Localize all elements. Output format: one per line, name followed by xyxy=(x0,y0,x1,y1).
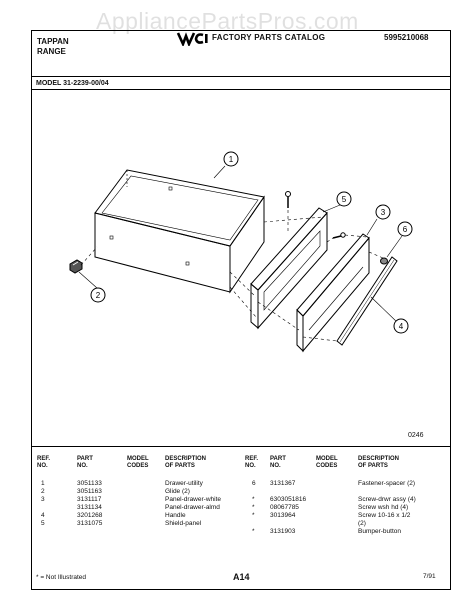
wci-logo-icon xyxy=(176,30,208,46)
ref-cell: 1 xyxy=(41,480,45,487)
divider xyxy=(31,446,451,447)
watermark: AppliancePartsPros.com xyxy=(96,8,359,34)
part-cell: 3201268 xyxy=(77,512,103,519)
callout-1 xyxy=(224,152,238,166)
ref-cell: * xyxy=(252,528,255,535)
part-cell: 3131903 xyxy=(270,528,296,535)
desc-cell: Glide (2) xyxy=(165,488,190,495)
brand-line-1: TAPPAN xyxy=(37,37,69,46)
brand xyxy=(37,37,69,57)
col-header-desc: DESCRIPTION OF PARTS xyxy=(358,456,400,469)
part-cell: 08067785 xyxy=(270,504,299,511)
desc-cell: Shield-panel xyxy=(165,520,202,527)
desc-cell: Screw-drwr assy (4) xyxy=(358,496,416,503)
ref-cell: * xyxy=(252,504,255,511)
svg-text:1: 1 xyxy=(228,155,234,164)
part-cell: 3131117 xyxy=(77,496,102,503)
ref-cell: 4 xyxy=(41,512,45,519)
ref-cell: 6 xyxy=(252,480,256,487)
desc-cell: Panel-drawer-white xyxy=(165,496,221,503)
shield-panel-part xyxy=(251,208,327,328)
col-header-part: PART NO. xyxy=(270,456,286,469)
desc-cell: Drawer-utility xyxy=(165,480,203,487)
model-line: MODEL 31-2239-00/04 xyxy=(36,80,109,87)
screw-part xyxy=(286,192,291,209)
part-cell: 3013964 xyxy=(270,512,296,519)
spacer-part xyxy=(381,258,388,264)
desc-cell: Bumper-button xyxy=(358,528,401,535)
utility-drawer-part xyxy=(95,170,264,292)
callout-5 xyxy=(337,192,351,206)
desc-cell: Fastener-spacer (2) xyxy=(358,480,416,487)
handle-part xyxy=(337,257,397,345)
desc-cell: (2) xyxy=(358,520,366,527)
col-header-ref: REF. NO. xyxy=(37,456,51,469)
catalog-title: FACTORY PARTS CATALOG xyxy=(212,33,326,42)
exploded-parts-diagram xyxy=(31,92,451,437)
page-number: A14 xyxy=(233,572,250,582)
ref-cell: * xyxy=(252,512,255,519)
desc-cell: Screw wsh hd (4) xyxy=(358,504,409,511)
ref-cell: * xyxy=(252,496,255,503)
svg-text:4: 4 xyxy=(398,322,404,331)
svg-text:5: 5 xyxy=(341,195,347,204)
revision-date: 7/91 xyxy=(423,573,436,580)
catalog-number: 5995210068 xyxy=(384,33,429,42)
divider xyxy=(31,76,451,77)
col-header-desc: DESCRIPTION OF PARTS xyxy=(165,456,207,469)
callout-2 xyxy=(91,288,105,302)
svg-text:2: 2 xyxy=(95,291,101,300)
part-cell: 3051133 xyxy=(77,480,102,487)
part-cell: 3131075 xyxy=(77,520,103,527)
ref-cell: 2 xyxy=(41,488,45,495)
part-cell: 3131367 xyxy=(270,480,296,487)
screw-part xyxy=(333,233,345,238)
svg-text:6: 6 xyxy=(402,225,408,234)
col-header-model: MODEL CODES xyxy=(316,456,338,469)
diagram-code: 0246 xyxy=(408,432,424,439)
not-illustrated-note: * = Not Illustrated xyxy=(36,574,87,581)
callout-3 xyxy=(376,205,390,219)
callout-4 xyxy=(394,319,408,333)
drawer-panel-part xyxy=(297,234,369,351)
part-cell: 3051163 xyxy=(77,488,102,495)
divider xyxy=(31,89,451,90)
col-header-part: PART NO. xyxy=(77,456,93,469)
ref-cell: 5 xyxy=(41,520,45,527)
col-header-model: MODEL CODES xyxy=(127,456,149,469)
desc-cell: Panel-drawer-almd xyxy=(165,504,220,511)
brand-line-2: RANGE xyxy=(37,47,66,56)
desc-cell: Screw 10-16 x 1/2 xyxy=(358,512,411,519)
desc-cell: Handle xyxy=(165,512,186,519)
part-cell: 3131134 xyxy=(77,504,102,511)
glide-part xyxy=(70,260,82,273)
callout-6 xyxy=(398,222,412,236)
col-header-ref: REF. NO. xyxy=(245,456,259,469)
ref-cell: 3 xyxy=(41,496,45,503)
svg-text:3: 3 xyxy=(380,208,386,217)
part-cell: 6303051816 xyxy=(270,496,307,503)
